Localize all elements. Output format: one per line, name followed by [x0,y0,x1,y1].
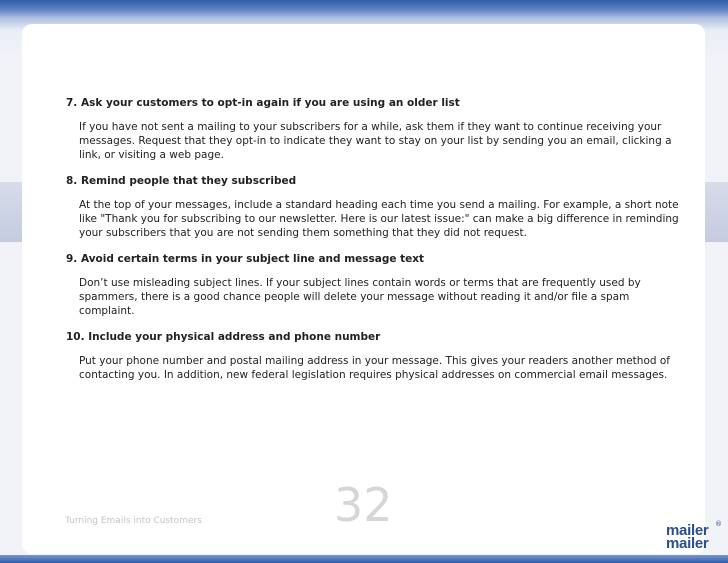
registered-mark: ® [715,520,722,528]
section-body: Don’t use misleading subject lines. If your subject lines contain words or terms that are frequently used by spammers, there is a good chance people will delete your message without reading it and/or file a spam complaint. [79,277,641,317]
section-7 [66,96,686,162]
section-heading: 9. Avoid certain terms in your subject line and message text [66,253,425,265]
section-heading: 8. Remind people that they subscribed [66,175,297,187]
footer-document-title: Turning Emails into Customers [65,516,202,526]
section-9 [66,252,686,318]
logo-line-2: mailer [666,535,709,552]
section-body: Put your phone number and postal mailing address in your message. This gives your readers another method of contacting you. In addition, new federal legislation requires physical addresses on commercial email messages. [79,355,670,381]
bottom-blue-strip [0,555,728,563]
section-heading: 10. Include your physical address and phone number [66,331,381,343]
section-body: At the top of your messages, include a standard heading each time you send a mailing. For example, a short note like "Thank you for subscribing to our newsletter. Here is our latest issue:" can make a big difference in reminding your subscribers that you are not sending them something that they did not request. [79,199,679,239]
section-10 [66,330,686,382]
mailermailer-logo [666,520,722,554]
page-number: 32 [334,478,393,532]
section-heading: 7. Ask your customers to opt-in again if you are using an older list [66,97,460,109]
section-body: If you have not sent a mailing to your subscribers for a while, ask them if they want to continue receiving your messages. Request that they opt-in to indicate they want to stay on your list by sending you an email, clicking a link, or visiting a web page. [79,121,672,161]
section-8 [66,174,686,240]
document-content [66,96,686,394]
logo-line-1: mailer [666,522,709,539]
